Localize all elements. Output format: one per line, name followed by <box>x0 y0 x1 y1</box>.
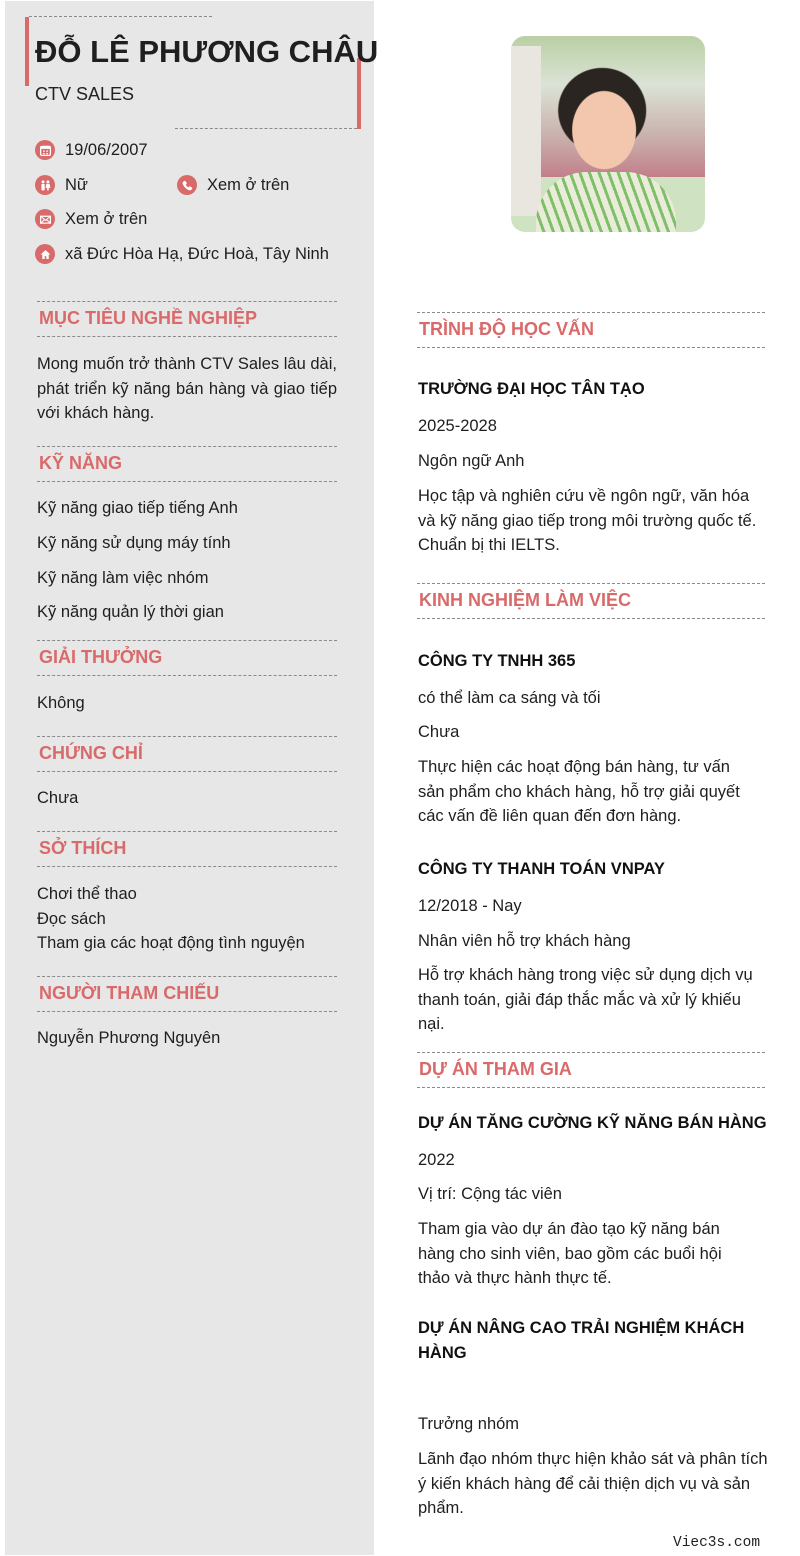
contact-gender <box>35 175 88 195</box>
birthday-value: 19/06/2007 <box>65 140 148 159</box>
header-accent-bar-left <box>25 17 29 86</box>
experience-company: CÔNG TY TNHH 365 <box>418 652 576 670</box>
calendar-icon <box>35 140 55 160</box>
awards-text: Không <box>37 694 85 712</box>
certificates-text: Chưa <box>37 789 79 807</box>
candidate-name: ĐỖ LÊ PHƯƠNG CHÂU <box>35 34 379 69</box>
skill-item: Kỹ năng làm việc nhóm <box>37 569 209 587</box>
objective-text: Mong muốn trở thành CTV Sales lâu dài, phát triển kỹ năng bán hàng và giao tiếp với khách hàng. <box>37 355 337 422</box>
reference-name: Nguyễn Phương Nguyên <box>37 1029 221 1047</box>
section-title-experience: KINH NGHIỆM LÀM VIỆC <box>417 583 765 619</box>
hobby-item: Đọc sách <box>37 910 106 928</box>
contact-birthday <box>35 140 148 160</box>
section-title-skills: KỸ NĂNG <box>37 446 337 482</box>
education-major: Ngôn ngữ Anh <box>418 452 525 470</box>
section-title-education: TRÌNH ĐỘ HỌC VẤN <box>417 312 765 348</box>
experience-position: Nhân viên hỗ trợ khách hàng <box>418 932 631 950</box>
project-description: Lãnh đạo nhóm thực hiện khảo sát và phân tích ý kiến khách hàng để cải thiện dịch vụ và sản phẩm. <box>418 1450 768 1517</box>
education-school: TRƯỜNG ĐẠI HỌC TÂN TẠO <box>418 380 645 398</box>
email-value: Xem ở trên <box>65 209 148 228</box>
project-description: Tham gia vào dự án đào tạo kỹ năng bán hàng cho sinh viên, bao gồm các buổi hội thảo và thực hành thực tế. <box>418 1220 722 1287</box>
photo-shirt <box>536 172 676 232</box>
hobby-item: Chơi thể thao <box>37 885 137 903</box>
contact-address <box>35 244 329 264</box>
experience-period: có thể làm ca sáng và tối <box>418 689 601 707</box>
gender-icon <box>35 175 55 195</box>
project-period: 2022 <box>418 1151 455 1169</box>
skill-item: Kỹ năng giao tiếp tiếng Anh <box>37 499 238 517</box>
experience-position: Chưa <box>418 723 460 741</box>
phone-value: Xem ở trên <box>207 175 290 194</box>
header-divider-bottom <box>175 128 357 129</box>
experience-period: 12/2018 - Nay <box>418 897 522 915</box>
phone-icon <box>177 175 197 195</box>
section-title-references: NGƯỜI THAM CHIẾU <box>37 976 337 1012</box>
project-name: DỰ ÁN NÂNG CAO TRẢI NGHIỆM KHÁCH HÀNG <box>418 1319 745 1362</box>
home-icon <box>35 244 55 264</box>
experience-description: Thực hiện các hoạt động bán hàng, tư vấn sản phẩm cho khách hàng, hỗ trợ giải quyết các vấn đề liên quan đến đơn hàng. <box>418 758 740 825</box>
section-title-certificates: CHỨNG CHỈ <box>37 736 337 772</box>
contact-email <box>35 209 147 229</box>
footer-brand: Viec3s.com <box>673 1535 761 1551</box>
hobby-item: Tham gia các hoạt động tình nguyện <box>37 934 305 952</box>
header-divider-top <box>29 16 212 17</box>
skill-item: Kỹ năng quản lý thời gian <box>37 603 224 621</box>
job-title: CTV SALES <box>35 84 135 104</box>
project-role: Vị trí: Cộng tác viên <box>418 1185 562 1203</box>
education-description: Học tập và nghiên cứu về ngôn ngữ, văn hóa và kỹ năng giao tiếp trong môi trường quốc tế. Chuẩn bị thi IELTS. <box>418 487 757 554</box>
gender-value: Nữ <box>65 175 88 194</box>
skill-item: Kỹ năng sử dụng máy tính <box>37 534 231 552</box>
experience-description: Hỗ trợ khách hàng trong việc sử dụng dịch vụ thanh toán, giải đáp thắc mắc và xử lý khiếu nại. <box>418 966 753 1033</box>
address-value: xã Đức Hòa Hạ, Đức Hoà, Tây Ninh <box>65 244 329 263</box>
section-title-awards: GIẢI THƯỞNG <box>37 640 337 676</box>
education-period: 2025-2028 <box>418 417 497 435</box>
experience-company: CÔNG TY THANH TOÁN VNPAY <box>418 860 665 878</box>
section-title-hobbies: SỞ THÍCH <box>37 831 337 867</box>
email-icon <box>35 209 55 229</box>
sidebar <box>5 1 374 1555</box>
project-name: DỰ ÁN TĂNG CƯỜNG KỸ NĂNG BÁN HÀNG <box>418 1114 767 1132</box>
section-title-projects: DỰ ÁN THAM GIA <box>417 1052 765 1088</box>
photo-background-pillar <box>511 46 541 216</box>
project-role: Trưởng nhóm <box>418 1415 520 1433</box>
contact-phone <box>177 175 289 195</box>
section-title-objective: MỤC TIÊU NGHỀ NGHIỆP <box>37 301 337 337</box>
avatar-photo <box>511 36 705 232</box>
